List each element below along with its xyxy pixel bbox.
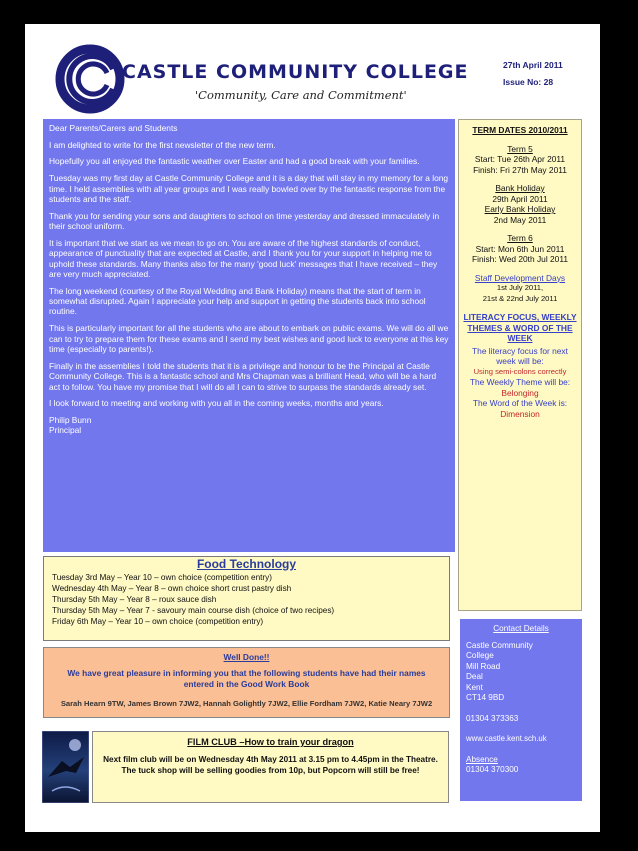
term6-start: Start: Mon 6th Jun 2011 xyxy=(475,243,565,254)
early-bank-holiday-date: 2nd May 2011 xyxy=(493,214,547,225)
issue-date: 27th April 2011 xyxy=(503,60,563,70)
address-line: Deal xyxy=(466,672,483,681)
food-item: Friday 6th May – Year 10 – own choice (competition entry) xyxy=(52,617,264,626)
well-done-title: Well Done!! xyxy=(223,652,270,662)
school-name: CASTLE COMMUNITY COLLEGE xyxy=(122,61,469,83)
absence-title: Absence xyxy=(466,754,498,764)
term6-title: Term 6 xyxy=(507,233,533,243)
film-club-text: Next film club will be on Wednesday 4th May 2011 at 3.15 pm to 4.45pm in the Theatre. The tuck shop will be selling goodies from 10p, but Popcorn will still be free! xyxy=(103,755,438,775)
letter-paragraph: Dear Parents/Carers and Students xyxy=(49,123,178,133)
literacy-block xyxy=(459,312,581,419)
contact-phone[interactable]: 01304 373363 xyxy=(466,713,519,723)
letter-paragraph: This is particularly important for all the students who are about to embark on public exams. We will do all we can to try to prepare them for these exams and I send my best wishes and good luck to everyone at this key time (especially to parents!). xyxy=(49,323,449,354)
weekly-theme-intro: The Weekly Theme will be: xyxy=(469,377,571,387)
term5-finish: Finish: Fri 27th May 2011 xyxy=(473,164,567,175)
principal-letter xyxy=(43,119,455,552)
food-item: Tuesday 3rd May – Year 10 – own choice (competition entry) xyxy=(52,573,272,582)
term6-finish: Finish: Wed 20th Jul 2011 xyxy=(471,254,569,264)
dragon-film-poster-icon xyxy=(42,731,89,803)
bank-holiday-block xyxy=(459,183,581,225)
early-bank-holiday-title: Early Bank Holiday xyxy=(484,204,556,214)
staff-development-dates-2: 21st & 22nd July 2011 xyxy=(482,293,558,303)
letter-paragraph: Thank you for sending your sons and daughters to school on time yesterday and dressed immaculately in their school uniform. xyxy=(49,210,440,232)
school-motto: 'Community, Care and Commitment' xyxy=(195,88,407,102)
well-done-panel xyxy=(43,647,450,718)
issue-info xyxy=(503,57,563,91)
bank-holiday-date: 29th April 2011 xyxy=(492,193,548,204)
address-line: Castle Community xyxy=(466,640,533,650)
letter-paragraph: Tuesday was my first day at Castle Community College and it is a day that will stay in my memory for a long time. I held assemblies with all year groups and I was really bowled over by the fantastic response from the students and the staff. xyxy=(49,173,449,204)
contact-website-link[interactable]: www.castle.kent.sch.uk xyxy=(466,734,547,743)
contact-title: Contact Details xyxy=(493,624,549,633)
contact-panel xyxy=(460,619,582,801)
food-item: Wednesday 4th May – Year 8 – own choice short crust pastry dish xyxy=(52,584,292,593)
film-club-panel xyxy=(92,731,449,803)
signature-name: Philip Bunn xyxy=(49,414,92,425)
well-done-intro: We have great pleasure in informing you that the following students have had their names entered in the Good Work Book xyxy=(67,668,426,689)
newsletter-page xyxy=(25,24,600,832)
literacy-focus: Using semi-colons correctly xyxy=(473,366,567,376)
food-technology-panel xyxy=(43,556,450,641)
staff-development-dates-1: 1st July 2011, xyxy=(496,283,544,292)
staff-development-title: Staff Development Days xyxy=(474,272,566,283)
term-dates-panel xyxy=(458,119,582,611)
letter-paragraph: Finally in the assemblies I told the students that it is a privilege and honour to be the Principal at Castle Community College. This is a fantastic school and Mrs Chapman was a brilliant Head, who will be a hard act to follow. You have my promise that I will do all I can to strive to surpass the standards already set. xyxy=(49,360,437,392)
address-line: College xyxy=(466,651,494,660)
term-dates-title: TERM DATES 2010/2011 xyxy=(472,125,568,135)
term5-start: Start: Tue 26th Apr 2011 xyxy=(474,154,566,164)
word-of-week: Dimension xyxy=(500,408,540,419)
address-line: Kent xyxy=(466,682,483,692)
literacy-title: LITERACY FOCUS, WEEKLY THEMES & WORD OF THE WEEK xyxy=(463,312,577,343)
well-done-names: Sarah Hearn 9TW, James Brown 7JW2, Hannah Golightly 7JW2, Ellie Fordham 7JW2, Katie Neary 7JW2 xyxy=(60,699,433,708)
bank-holiday-title: Bank Holiday xyxy=(495,183,545,193)
staff-development-block xyxy=(459,273,581,305)
letter-paragraph: It is important that we start as we mean to go on. You are aware of the highest standards of conduct, appearance of punctuality that are expected at Castle, and I thank you for your support in helping me to uphold these standards. Many thanks also for the many 'good luck' messages that I have received – they are very much appreciated. xyxy=(49,237,438,279)
food-item: Thursday 5th May – Year 8 – roux sauce dish xyxy=(52,595,217,604)
address-line: CT14 9BD xyxy=(466,693,505,702)
letter-paragraph: I am delighted to write for the first newsletter of the new term. xyxy=(49,139,276,150)
literacy-intro: The literacy focus for next week will be: xyxy=(472,345,568,366)
absence-phone[interactable]: 01304 370300 xyxy=(466,765,519,774)
term5-block xyxy=(459,144,581,176)
food-item: Thursday 5th May – Year 7 - savoury main course dish (choice of two recipes) xyxy=(52,606,335,615)
film-club-title: FILM CLUB –How to train your dragon xyxy=(187,737,354,747)
letter-paragraph: Hopefully you all enjoyed the fantastic weather over Easter and had a good break with your families. xyxy=(49,156,420,167)
term6-block xyxy=(459,233,581,265)
letter-paragraph: The long weekend (courtesy of the Royal Wedding and Bank Holiday) means that the start of term in somewhat disrupted. Again I appreciate your help and support in getting the students back into school routine. xyxy=(49,285,426,317)
issue-number: Issue No: 28 xyxy=(503,77,554,87)
word-of-week-intro: The Word of the Week is: xyxy=(472,398,568,408)
college-logo-icon xyxy=(55,44,125,114)
term5-title: Term 5 xyxy=(507,143,533,154)
letter-paragraph: I look forward to meeting and working with you all in the coming weeks, months and years. xyxy=(49,398,384,409)
food-technology-title: Food Technology xyxy=(196,557,297,571)
address-line: Mill Road xyxy=(466,661,501,671)
signature-role: Principal xyxy=(49,425,82,436)
weekly-theme: Belonging xyxy=(501,387,539,398)
